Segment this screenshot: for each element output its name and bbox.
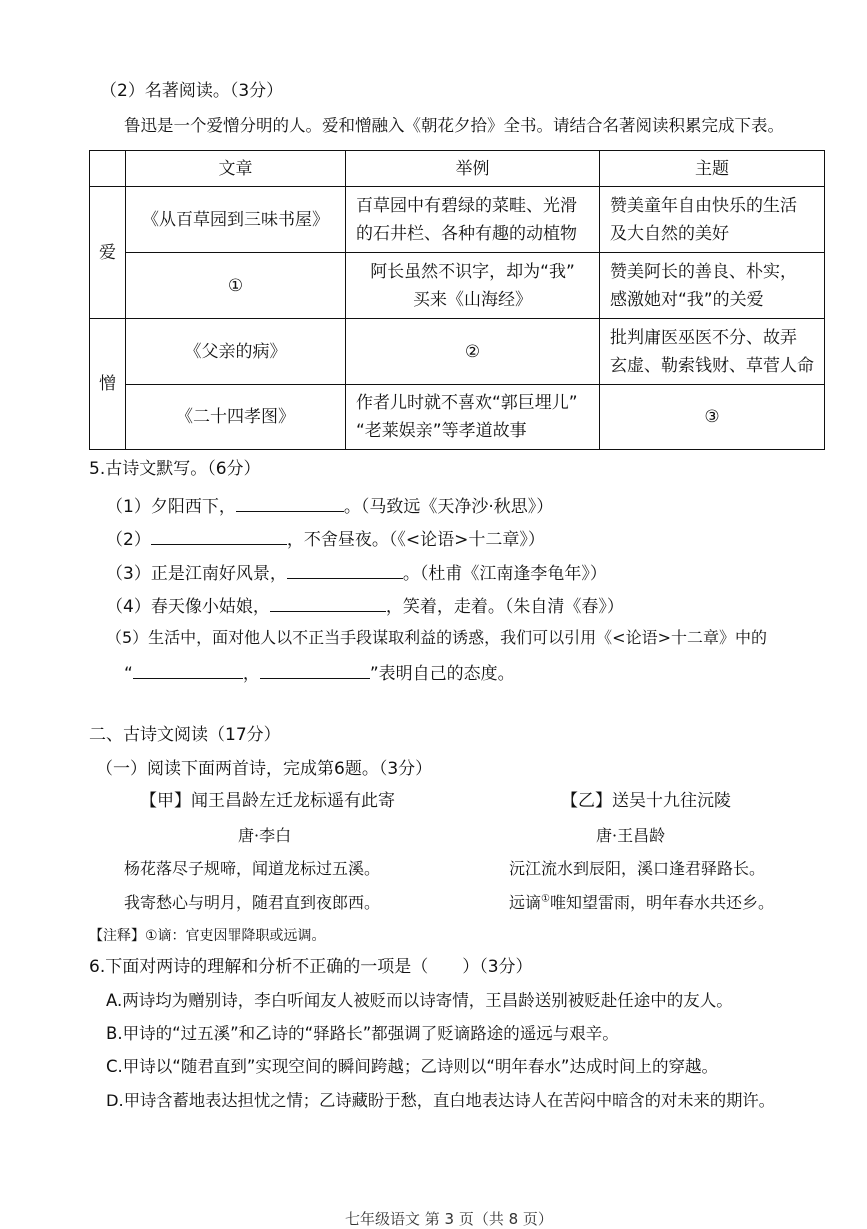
row3-theme-line1: 批判庸医巫医不分、故弄 bbox=[610, 327, 797, 348]
q5-item3-blank[interactable] bbox=[287, 560, 403, 579]
table-corner-cell bbox=[90, 151, 126, 187]
q5-item1-pre: （1）夕阳西下， bbox=[106, 497, 236, 517]
q5-item4-pre: （4）春天像小姑娘， bbox=[106, 597, 270, 617]
q5-item4-post: ，笑着，走着。（朱自清《春》） bbox=[385, 597, 624, 617]
row1-example-line1: 百草园中有碧绿的菜畦、光滑 bbox=[356, 195, 577, 216]
q5-item3-pre: （3）正是江南好风景， bbox=[106, 564, 287, 584]
header-article: 文章 bbox=[126, 151, 346, 187]
row3-example-blank: ② bbox=[346, 319, 600, 385]
q5-item5-blank-a[interactable] bbox=[133, 660, 243, 679]
row2-article-blank: ① bbox=[126, 253, 346, 319]
q6-option-b: B.甲诗的“过五溪”和乙诗的“驿路长”都强调了贬谪路途的遥远与艰辛。 bbox=[106, 1024, 619, 1043]
q6-option-c: C.甲诗以“随君直到”实现空间的瞬间跨越；乙诗则以“明年春水”达成时间上的穿越。 bbox=[106, 1057, 718, 1076]
row4-example-line2: “老莱娱亲”等孝道故事 bbox=[356, 421, 527, 441]
q5-title: 5.古诗文默写。（6分） bbox=[89, 459, 261, 479]
q4-2-title: （2）名著阅读。（3分） bbox=[100, 81, 284, 101]
page-footer: 七年级语文 第 3 页（共 8 页） bbox=[345, 1210, 553, 1228]
row1-article: 《从百草园到三味书屋》 bbox=[126, 187, 346, 253]
q5-item4-blank[interactable] bbox=[270, 593, 386, 612]
q5-item5-line1: （5）生活中，面对他人以不正当手段谋取利益的诱惑，我们可以引用《<论语>十二章》中的 bbox=[106, 628, 767, 647]
group-hate-label: 憎 bbox=[90, 319, 126, 450]
row1-example-line2: 的石井栏、各种有趣的动植物 bbox=[356, 223, 577, 244]
header-example: 举例 bbox=[346, 151, 600, 187]
row3-theme bbox=[600, 319, 825, 385]
row1-theme-line2: 及大自然的美好 bbox=[610, 223, 729, 244]
row1-example bbox=[346, 187, 600, 253]
row4-example-line1: 作者儿时就不喜欢“郭巨埋儿” bbox=[356, 393, 578, 413]
poem-a-author: 唐·李白 bbox=[238, 826, 292, 845]
q6-option-a: A.两诗均为赠别诗，李白听闻友人被贬而以诗寄情，王昌龄送别被贬赴任途中的友人。 bbox=[106, 991, 733, 1010]
poem-b-line1: 沅江流水到辰阳，溪口逢君驿路长。 bbox=[509, 859, 766, 878]
q4-2-intro: 鲁迅是一个爱憎分明的人。爱和憎融入《朝花夕拾》全书。请结合名著阅读积累完成下表。 bbox=[124, 116, 784, 135]
poem-a-title: 【甲】闻王昌龄左迁龙标遥有此寄 bbox=[140, 791, 395, 811]
row2-example-line2: 买来《山海经》 bbox=[413, 289, 532, 310]
row2-example bbox=[346, 253, 600, 319]
table-row bbox=[90, 385, 825, 450]
reading-table bbox=[89, 150, 825, 450]
table-row bbox=[90, 187, 825, 253]
poem-a-line2: 我寄愁心与明月，随君直到夜郎西。 bbox=[124, 893, 381, 912]
row4-article: 《二十四孝图》 bbox=[126, 385, 346, 450]
poem-b-title: 【乙】送吴十九往沅陵 bbox=[561, 791, 731, 811]
row4-theme-blank: ③ bbox=[600, 385, 825, 450]
header-theme: 主题 bbox=[600, 151, 825, 187]
row1-theme bbox=[600, 187, 825, 253]
footnote-marker: ① bbox=[541, 893, 550, 905]
poem-a-line1: 杨花落尽子规啼，闻道龙标过五溪。 bbox=[124, 859, 381, 878]
poem-b-line2-a: 远谪 bbox=[509, 893, 542, 912]
row2-theme-line1: 赞美阿长的善良、朴实， bbox=[610, 261, 797, 282]
row3-article: 《父亲的病》 bbox=[126, 319, 346, 385]
row2-theme-line2: 感激她对“我”的关爱 bbox=[610, 289, 764, 310]
table-header-row bbox=[90, 151, 825, 187]
section2-title: 二、古诗文阅读（17分） bbox=[89, 725, 281, 745]
q5-item5-comma: ， bbox=[242, 664, 260, 684]
row2-example-line1: 阿长虽然不识字，却为“我” bbox=[370, 261, 575, 282]
row1-theme-line1: 赞美童年自由快乐的生活 bbox=[610, 195, 797, 216]
row3-theme-line2: 玄虚、勒索钱财、草菅人命 bbox=[610, 355, 814, 376]
table-row bbox=[90, 253, 825, 319]
poem-b-line2-b: 唯知望雷雨，明年春水共还乡。 bbox=[549, 893, 774, 912]
q5-item2-blank[interactable] bbox=[151, 526, 287, 545]
q6-option-d: D.甲诗含蓄地表达担忧之情；乙诗藏盼于愁，直白地表达诗人在苦闷中暗含的对未来的期许。 bbox=[106, 1091, 775, 1110]
poem-b-line2 bbox=[509, 890, 774, 913]
q5-item2-pre: （2） bbox=[106, 530, 151, 550]
q5-item5-open-quote: “ bbox=[124, 664, 133, 684]
poem-b-author: 唐·王昌龄 bbox=[596, 826, 666, 845]
group-love-label: 爱 bbox=[90, 187, 126, 319]
q5-item2 bbox=[106, 526, 545, 551]
q6-stem: 6.下面对两诗的理解和分析不正确的一项是（ ）（3分） bbox=[89, 957, 533, 977]
row2-theme bbox=[600, 253, 825, 319]
poem-note: 【注释】①谪：官吏因罪降职或远调。 bbox=[89, 928, 326, 944]
q5-item3-post: 。（杜甫《江南逢李龟年》） bbox=[402, 564, 607, 584]
q5-item1-blank[interactable] bbox=[236, 493, 344, 512]
q5-item1 bbox=[106, 493, 553, 518]
row4-example bbox=[346, 385, 600, 450]
q5-item4 bbox=[106, 593, 624, 618]
q5-item1-post: 。（马致远《天净沙·秋思》） bbox=[343, 497, 554, 517]
q5-item3 bbox=[106, 560, 607, 585]
q5-item5-blank-b[interactable] bbox=[260, 660, 370, 679]
q5-item5-post: ”表明自己的态度。 bbox=[369, 664, 515, 684]
section2-subtitle: （一）阅读下面两首诗，完成第6题。（3分） bbox=[96, 759, 433, 779]
q5-item2-post: ，不舍昼夜。（《<论语>十二章》） bbox=[286, 530, 545, 550]
table-row bbox=[90, 319, 825, 385]
q5-item5-line2 bbox=[124, 660, 515, 685]
